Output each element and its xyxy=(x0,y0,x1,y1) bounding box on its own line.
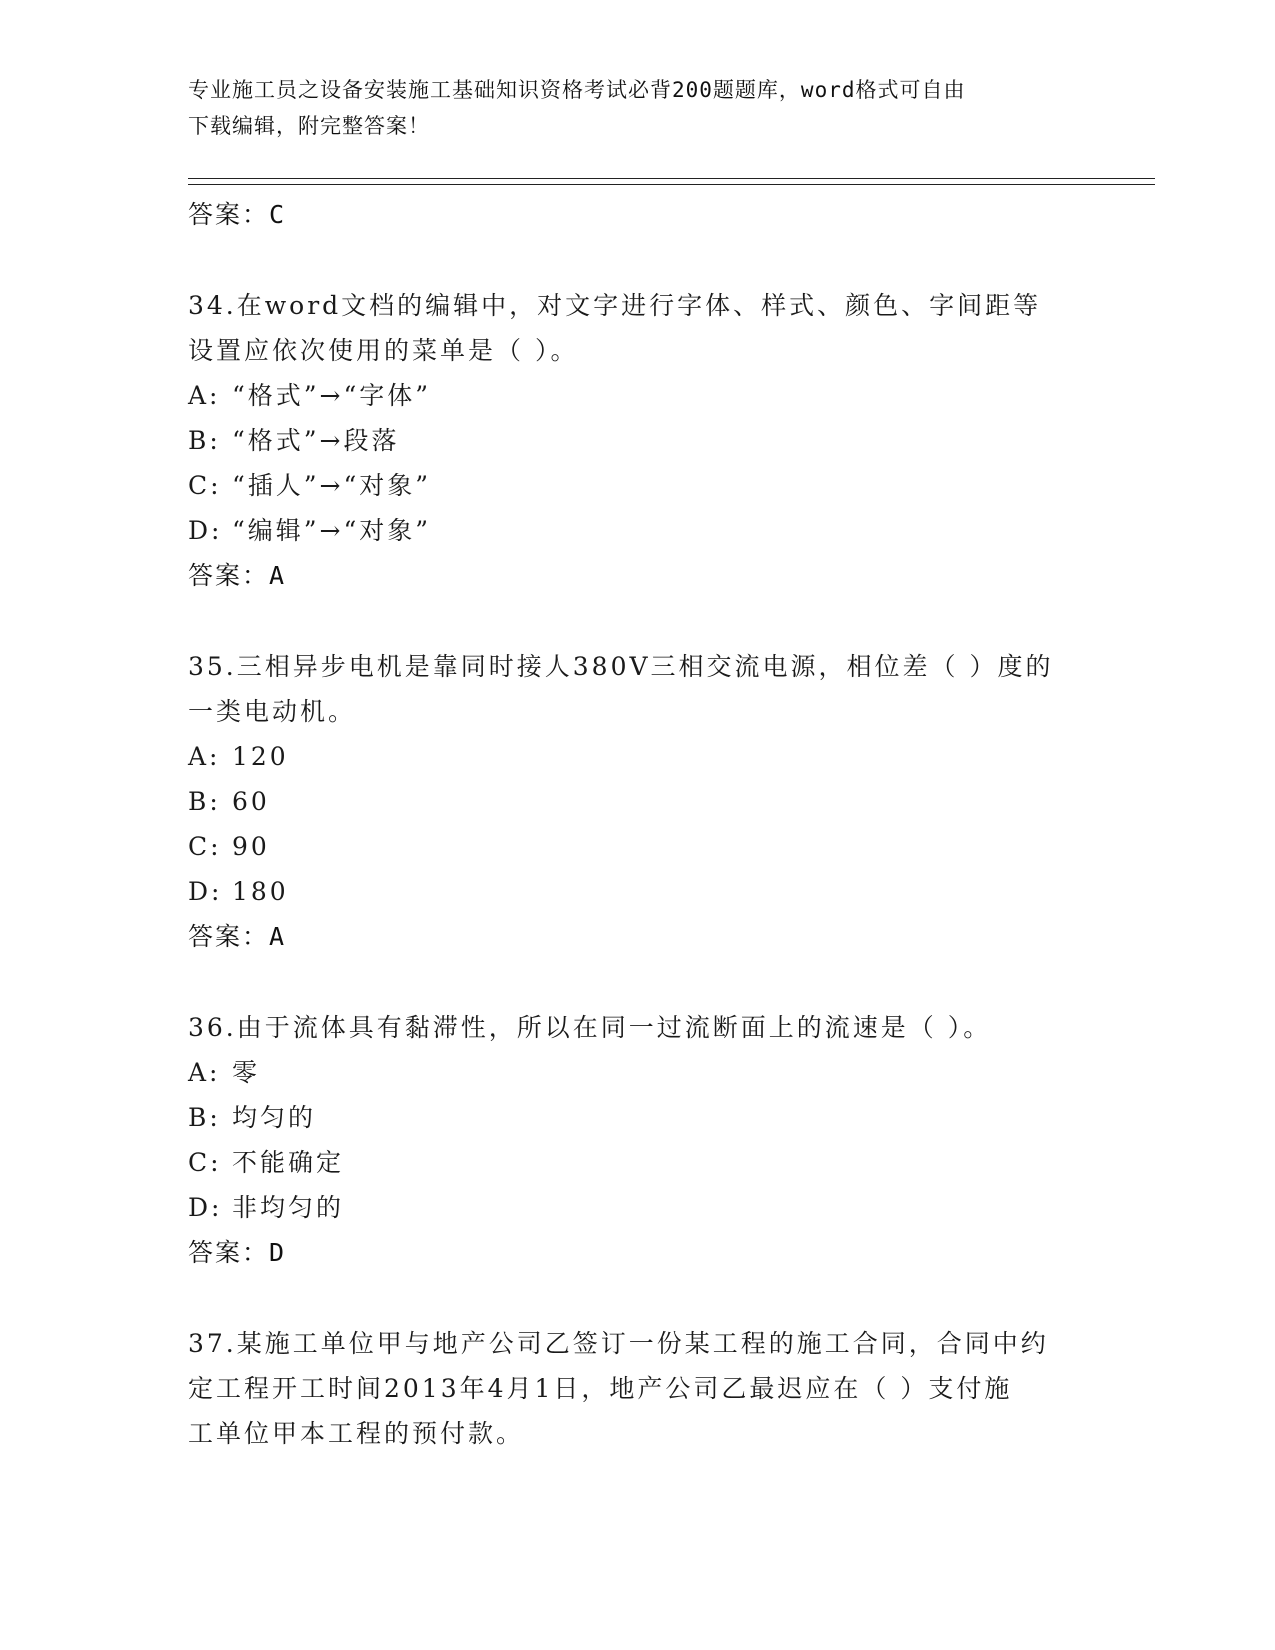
option-text: 90 xyxy=(232,832,270,861)
option-label: C: xyxy=(188,1148,222,1177)
spacer xyxy=(188,598,1088,644)
question-34 xyxy=(188,283,1088,598)
answer-line: 答案：D xyxy=(188,1238,287,1267)
header-rule-top xyxy=(188,178,1155,179)
option-text: 60 xyxy=(232,787,270,816)
option-label: A: xyxy=(188,381,221,410)
question-stem-line: 36.由于流体具有黏滞性，所以在同一过流断面上的流速是（ ）。 xyxy=(188,1013,992,1042)
option-a xyxy=(188,734,1088,779)
option-text: “编辑”→“对象” xyxy=(232,516,432,545)
option-text: “插人”→“对象” xyxy=(232,471,432,500)
question-list xyxy=(188,192,1088,1456)
spacer xyxy=(188,959,1088,1005)
question-stem-line: 一类电动机。 xyxy=(188,697,357,726)
option-text: 均匀的 xyxy=(232,1103,317,1132)
document-header xyxy=(188,72,1068,144)
option-label: C: xyxy=(188,471,222,500)
option-label: B: xyxy=(188,1103,221,1132)
spacer xyxy=(188,1275,1088,1321)
option-c xyxy=(188,463,1088,508)
previous-answer: 答案：C xyxy=(188,200,287,229)
option-d xyxy=(188,869,1088,914)
option-a xyxy=(188,1050,1088,1095)
question-stem-line: 35.三相异步电机是靠同时接人380V三相交流电源，相位差（ ）度的 xyxy=(188,652,1054,681)
spacer xyxy=(188,237,1088,283)
question-stem-line: 设置应依次使用的菜单是（ ）。 xyxy=(188,336,579,365)
option-label: D: xyxy=(188,1193,223,1222)
option-text: 非均匀的 xyxy=(232,1193,345,1222)
option-label: A: xyxy=(188,742,221,771)
question-stem-line: 定工程开工时间2013年4月1日，地产公司乙最迟应在（ ）支付施 xyxy=(188,1374,1013,1403)
answer-line: 答案：A xyxy=(188,561,287,590)
option-c xyxy=(188,1140,1088,1185)
option-b xyxy=(188,418,1088,463)
answer-line: 答案：A xyxy=(188,922,287,951)
header-line-2: 下载编辑，附完整答案！ xyxy=(188,114,430,138)
option-text: “格式”→“字体” xyxy=(232,381,432,410)
option-text: 不能确定 xyxy=(232,1148,345,1177)
option-text: “格式”→段落 xyxy=(232,426,400,455)
question-36 xyxy=(188,1005,1088,1275)
question-37 xyxy=(188,1321,1088,1456)
question-stem-line: 34.在word文档的编辑中，对文字进行字体、样式、颜色、字间距等 xyxy=(188,291,1042,320)
option-d xyxy=(188,508,1088,553)
option-label: D: xyxy=(188,877,223,906)
header-line-1: 专业施工员之设备安装施工基础知识资格考试必背200题题库，word格式可自由 xyxy=(188,78,966,102)
question-stem-line: 工单位甲本工程的预付款。 xyxy=(188,1419,525,1448)
option-text: 120 xyxy=(232,742,289,771)
question-35 xyxy=(188,644,1088,959)
option-text: 180 xyxy=(232,877,289,906)
question-stem-line: 37.某施工单位甲与地产公司乙签订一份某工程的施工合同，合同中约 xyxy=(188,1329,1049,1358)
option-label: A: xyxy=(188,1058,221,1087)
option-label: B: xyxy=(188,426,221,455)
option-label: D: xyxy=(188,516,223,545)
option-b xyxy=(188,1095,1088,1140)
option-b xyxy=(188,779,1088,824)
option-c xyxy=(188,824,1088,869)
option-label: B: xyxy=(188,787,221,816)
header-rule-bottom xyxy=(188,184,1155,185)
option-a xyxy=(188,373,1088,418)
option-label: C: xyxy=(188,832,222,861)
option-text: 零 xyxy=(232,1058,261,1087)
option-d xyxy=(188,1185,1088,1230)
